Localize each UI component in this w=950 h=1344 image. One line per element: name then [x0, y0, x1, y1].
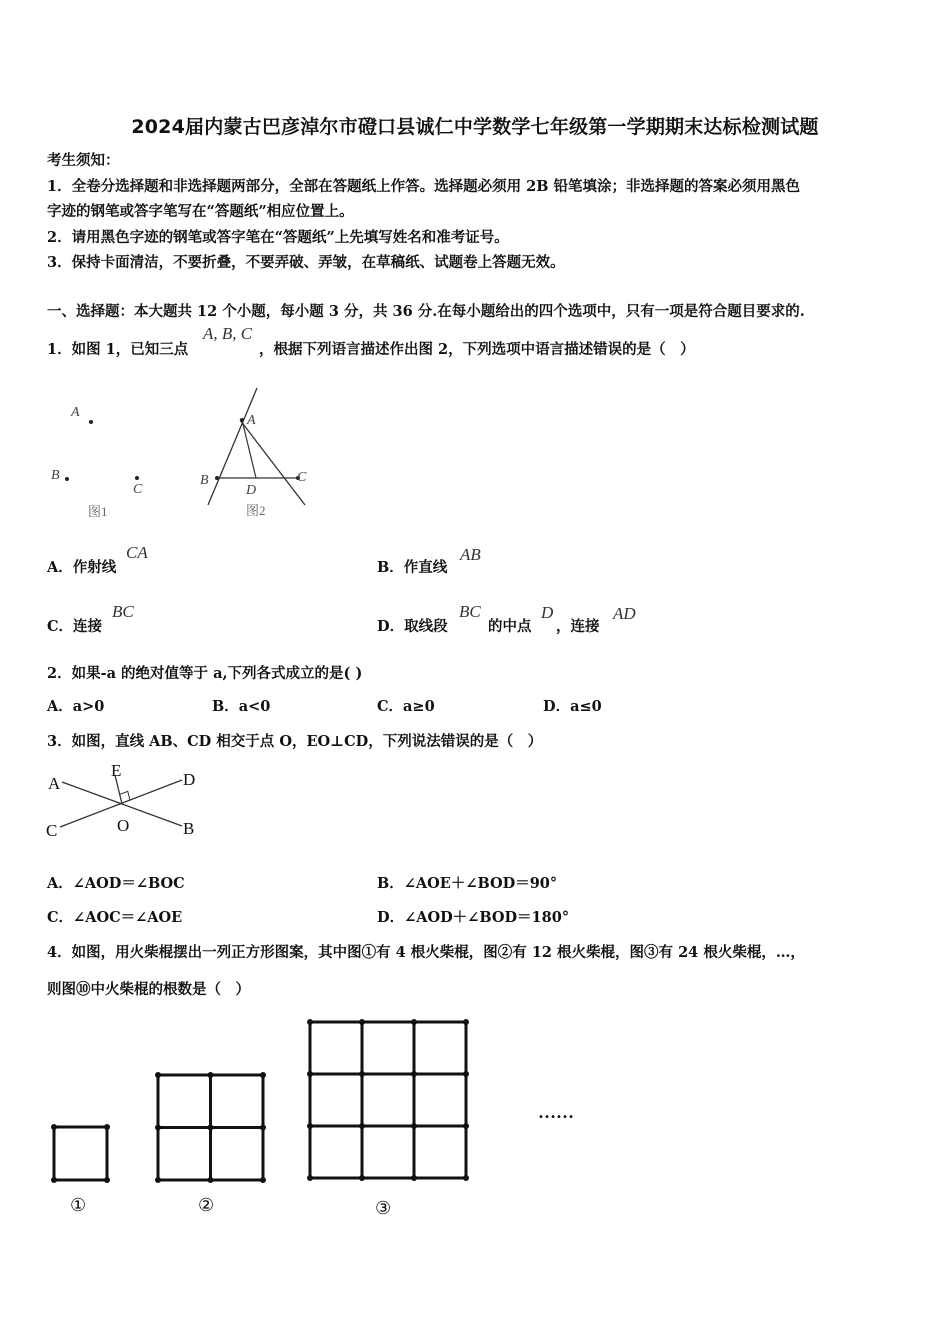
- node: [463, 1175, 469, 1181]
- q1-option-d-math-d: D: [541, 603, 554, 622]
- q2-option-b: B．a<0: [212, 698, 271, 715]
- node: [307, 1123, 313, 1129]
- node: [260, 1177, 266, 1183]
- node: [155, 1125, 161, 1131]
- q1-option-b-label: B．作直线: [377, 559, 448, 576]
- node: [208, 1125, 214, 1131]
- q3-label-e: E: [111, 761, 122, 780]
- q4-stem-a: 4．如图，用火柴棍摆出一列正方形图案，其中图①有 4 根火柴棍，图②有 12 根火柴棍，图③有 24 根火柴棍，…，: [47, 944, 805, 961]
- fig1-label-a: A: [71, 405, 80, 420]
- notice-line-2: 2．请用黑色字迹的钢笔或答字笔在“答题纸”上先填写姓名和准考证号。: [47, 229, 509, 246]
- node: [463, 1071, 469, 1077]
- q3-option-b: B．∠AOE＋∠BOD＝90°: [377, 875, 558, 892]
- figure-1: [51, 405, 143, 519]
- notice-line-1a: 1．全卷分选择题和非选择题两部分，全部在答题纸上作答。选择题必须用 2B 铅笔填涂；非选择题的答案必须用黑色: [47, 178, 801, 195]
- ellipsis-dots: ……: [538, 1102, 574, 1122]
- q1-option-d-label: D．取线段: [377, 618, 448, 635]
- q2-stem: 2．如果-a 的绝对值等于 a,下列各式成立的是( ): [47, 665, 363, 682]
- figure-label-3: ③: [375, 1198, 392, 1218]
- matchstick-grid-1: [54, 1127, 107, 1180]
- node: [260, 1072, 266, 1078]
- q1-option-d-math-bc: BC: [459, 602, 481, 621]
- q3-label-d: D: [183, 770, 196, 789]
- fig1-point-c: [135, 476, 139, 480]
- q1-points: A, B, C: [203, 324, 253, 343]
- node: [104, 1124, 110, 1130]
- q3-label-c: C: [46, 821, 58, 840]
- figure-2: [200, 388, 307, 518]
- matchstick-grid-3: [310, 1022, 466, 1178]
- grid3-outline: [310, 1022, 466, 1178]
- grid3-nodes: [307, 1019, 469, 1181]
- node: [411, 1019, 417, 1025]
- figure-label-1: ①: [70, 1195, 87, 1215]
- node: [307, 1071, 313, 1077]
- notice-heading: 考生须知：: [47, 152, 120, 169]
- q3-option-a: A．∠AOD＝∠BOC: [47, 875, 185, 892]
- node: [463, 1123, 469, 1129]
- fig1-point-b: [65, 477, 69, 481]
- fig2-segment-ad: [242, 420, 256, 478]
- node: [155, 1177, 161, 1183]
- node: [359, 1175, 365, 1181]
- fig1-label-c: C: [133, 482, 143, 497]
- q3-option-d: D．∠AOD＋∠BOD＝180°: [377, 909, 570, 926]
- fig2-label-a: A: [247, 413, 256, 428]
- grid1-nodes: [51, 1124, 110, 1183]
- node: [307, 1175, 313, 1181]
- q3-figure: [40, 758, 220, 843]
- q1-option-a-label: A．作射线: [47, 559, 117, 576]
- fig2-label-d: D: [246, 483, 257, 498]
- q3-label-a: A: [48, 774, 61, 793]
- fig1-point-a: [89, 420, 93, 424]
- node: [463, 1019, 469, 1025]
- q1-figures: [40, 380, 340, 525]
- node: [155, 1072, 161, 1078]
- q1-option-c-label: C．连接: [47, 618, 103, 635]
- node: [51, 1177, 57, 1183]
- fig1-caption: 图1: [88, 504, 108, 519]
- q4-stem-b: 则图⑩中火柴棍的根数是（ ）: [47, 981, 250, 998]
- q3-option-c: C．∠AOC＝∠AOE: [47, 909, 183, 926]
- fig2-label-b: B: [200, 473, 209, 488]
- node: [260, 1125, 266, 1131]
- section-heading: 一、选择题：本大题共 12 个小题，每小题 3 分，共 36 分.在每小题给出的四个选项中，只有一项是符合题目要求的.: [47, 303, 805, 320]
- node: [104, 1177, 110, 1183]
- node: [51, 1124, 57, 1130]
- q1-option-b-math: AB: [460, 545, 481, 564]
- notice-line-1b: 字迹的钢笔或答字笔写在“答题纸”相应位置上。: [47, 203, 354, 220]
- q3-label-o: O: [117, 816, 130, 835]
- notice-line-3: 3．保持卡面清洁，不要折叠，不要弄破、弄皱，在草稿纸、试题卷上答题无效。: [47, 254, 565, 271]
- node: [359, 1071, 365, 1077]
- node: [411, 1071, 417, 1077]
- node: [411, 1123, 417, 1129]
- q1-option-a-math: CA: [126, 543, 148, 562]
- fig2-label-c: C: [297, 470, 307, 485]
- fig2-point-a: [240, 418, 244, 422]
- fig1-label-b: B: [51, 468, 60, 483]
- node: [411, 1175, 417, 1181]
- grid1-square: [54, 1127, 107, 1180]
- page-title: 2024届内蒙古巴彦淖尔市磴口县诚仁中学数学七年级第一学期期末达标检测试题: [131, 116, 819, 138]
- q1-option-d-connect: ，连接: [556, 618, 600, 635]
- q4-figure: [40, 1010, 600, 1225]
- fig2-point-b: [215, 476, 219, 480]
- q2-option-c: C．a≥0: [377, 698, 435, 715]
- node: [359, 1019, 365, 1025]
- node: [359, 1123, 365, 1129]
- q1-stem-b: ，根据下列语言描述作出图 2，下列选项中语言描述错误的是（ ）: [259, 341, 695, 358]
- q1-option-d-midpoint: 的中点: [488, 618, 532, 635]
- q1-option-d-math-ad: AD: [613, 604, 636, 623]
- q2-option-d: D．a≤0: [543, 698, 602, 715]
- node: [208, 1072, 214, 1078]
- q2-option-a: A．a>0: [47, 698, 105, 715]
- q1-option-c-math: BC: [112, 602, 134, 621]
- q3-stem: 3．如图，直线 AB、CD 相交于点 O，EO⊥CD，下列说法错误的是（ ）: [47, 733, 543, 750]
- fig2-caption: 图2: [246, 503, 266, 518]
- node: [208, 1177, 214, 1183]
- q3-label-b: B: [183, 819, 195, 838]
- figure-label-2: ②: [198, 1195, 215, 1215]
- node: [307, 1019, 313, 1025]
- q1-stem-a: 1．如图 1，已知三点: [47, 341, 189, 358]
